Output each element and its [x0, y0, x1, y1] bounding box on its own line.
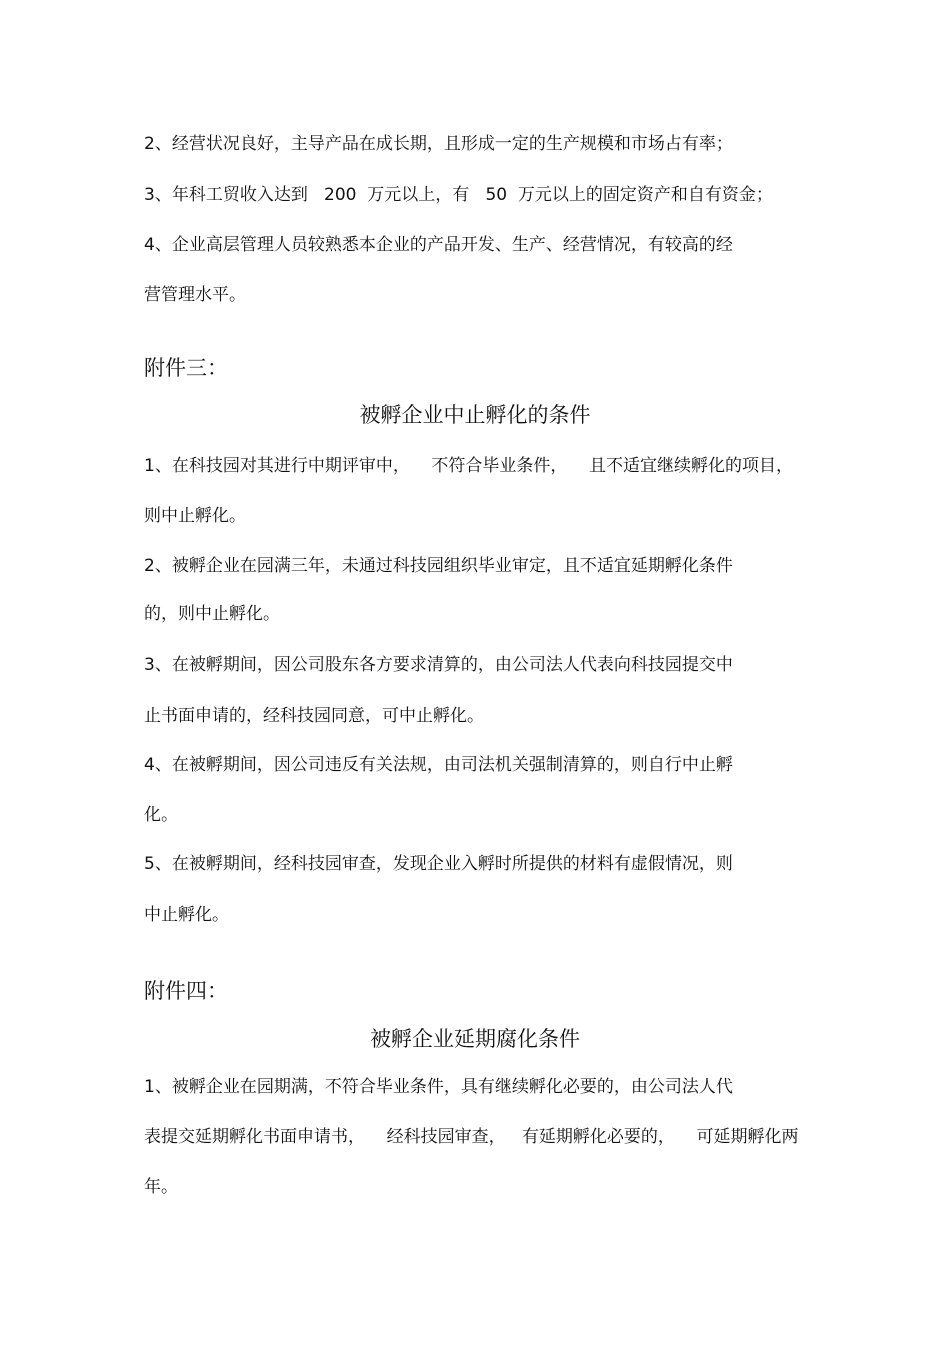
paragraph-line: 4、在被孵期间，因公司违反有关法规，由司法机关强制清算的，则自行中止孵: [144, 755, 733, 775]
paragraph-line: 3、在被孵期间，因公司股东各方要求清算的，由公司法人代表向科技园提交中: [144, 655, 733, 675]
paragraph-line: 止书面申请的，经科技园同意，可中止孵化。: [144, 706, 484, 726]
paragraph-line: 5、在被孵期间，经科技园审查，发现企业入孵时所提供的材料有虚假情况，则: [144, 854, 733, 874]
paragraph-line: 2、经营状况良好，主导产品在成长期，且形成一定的生产规模和市场占有率；: [144, 134, 733, 154]
paragraph-line: 2、被孵企业在园满三年，未通过科技园组织毕业审定，且不适宜延期孵化条件: [144, 556, 733, 576]
attachment-label: 附件三：: [144, 356, 228, 380]
paragraph-line: 化。: [144, 805, 178, 825]
paragraph-line: 3、年科工贸收入达到 200 万元以上，有 50 万元以上的固定资产和自有资金；: [144, 185, 773, 205]
paragraph-line: 1、在科技园对其进行中期评审中， 不符合毕业条件， 且不适宜继续孵化的项目，: [144, 456, 794, 476]
paragraph-line: 1、被孵企业在园期满，不符合毕业条件，具有继续孵化必要的，由公司法人代: [144, 1077, 733, 1097]
paragraph-line: 营管理水平。: [144, 285, 246, 305]
section-title: 被孵企业延期腐化条件: [370, 1027, 580, 1051]
paragraph-line: 的，则中止孵化。: [144, 604, 280, 624]
paragraph-line: 则中止孵化。: [144, 506, 246, 526]
attachment-label: 附件四：: [144, 979, 228, 1003]
paragraph-line: 4、企业高层管理人员较熟悉本企业的产品开发、生产、经营情况，有较高的经: [144, 235, 733, 255]
paragraph-line: 年。: [144, 1177, 178, 1197]
paragraph-line: 表提交延期孵化书面申请书， 经科技园审查， 有延期孵化必要的， 可延期孵化两: [144, 1127, 799, 1147]
section-title: 被孵企业中止孵化的条件: [359, 403, 591, 427]
paragraph-line: 中止孵化。: [144, 905, 229, 925]
